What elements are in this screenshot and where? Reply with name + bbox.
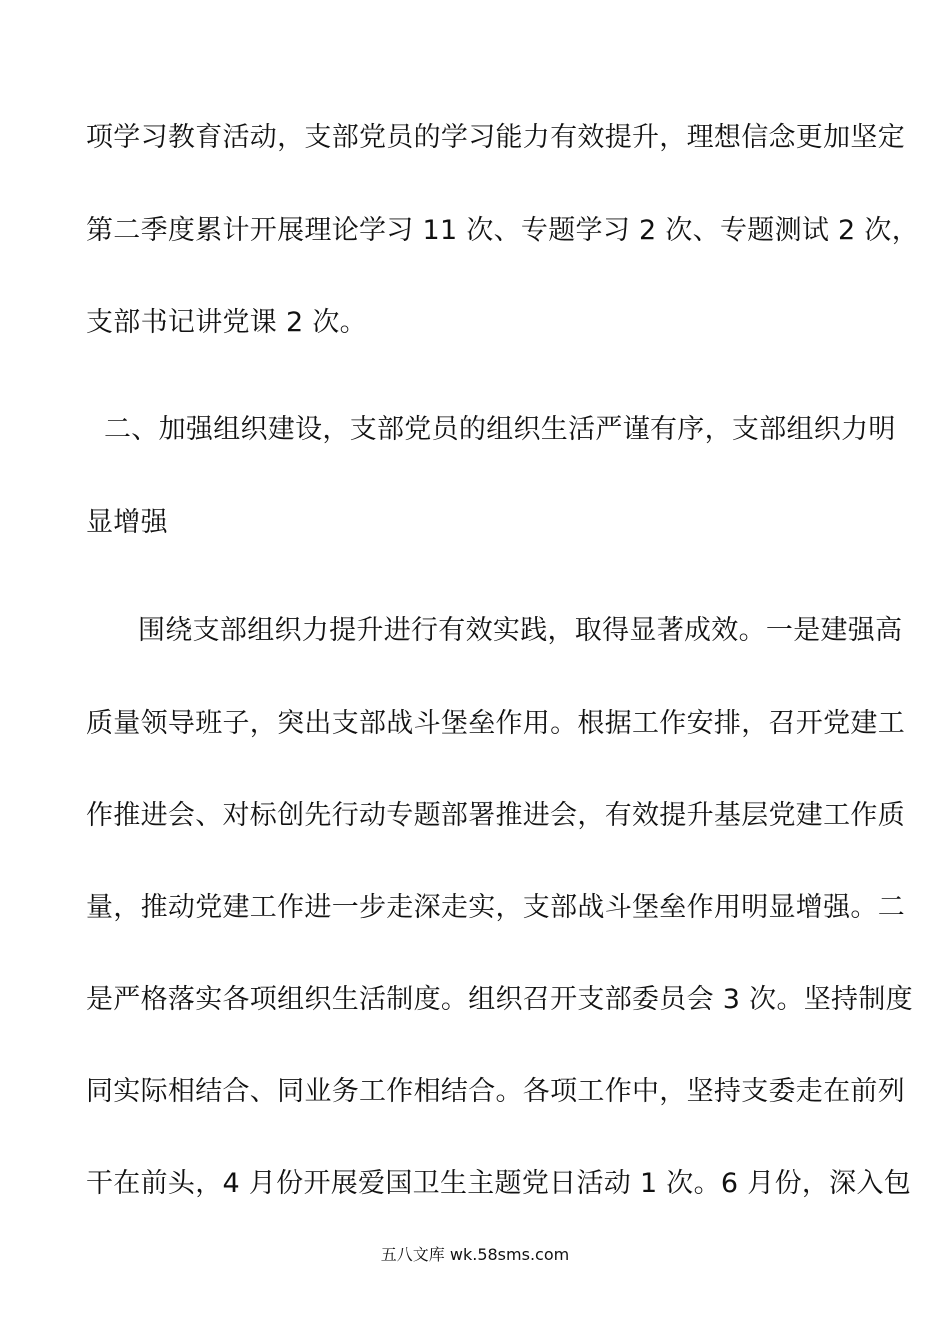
paragraph-line: 支部书记讲党课 2 次。 <box>86 307 367 338</box>
paragraph-line: 干在前头，4 月份开展爱国卫生主题党日活动 1 次。6 月份，深入包 <box>86 1168 912 1199</box>
paragraph-line: 同实际相结合、同业务工作相结合。各项工作中，坚持支委走在前列 <box>86 1076 905 1107</box>
section-heading: 二、加强组织建设，支部党员的组织生活严谨有序，支部组织力明 <box>104 414 896 445</box>
footer-watermark: 五八文库 wk.58sms.com <box>380 1245 570 1264</box>
paragraph-line: 项学习教育活动，支部党员的学习能力有效提升，理想信念更加坚定 <box>86 122 905 153</box>
paragraph-line: 质量领导班子，突出支部战斗堡垒作用。根据工作安排，召开党建工 <box>86 708 905 739</box>
paragraph-line: 第二季度累计开展理论学习 11 次、专题学习 2 次、专题测试 2 次， <box>86 215 920 246</box>
section-heading-continued: 显增强 <box>86 507 168 538</box>
paragraph-line: 围绕支部组织力提升进行有效实践，取得显著成效。一是建强高 <box>138 615 903 646</box>
paragraph-line: 作推进会、对标创先行动专题部署推进会，有效提升基层党建工作质 <box>86 800 905 831</box>
paragraph-line: 量，推动党建工作进一步走深走实，支部战斗堡垒作用明显增强。二 <box>86 892 905 923</box>
paragraph-line: 是严格落实各项组织生活制度。组织召开支部委员会 3 次。坚持制度 <box>86 984 913 1015</box>
